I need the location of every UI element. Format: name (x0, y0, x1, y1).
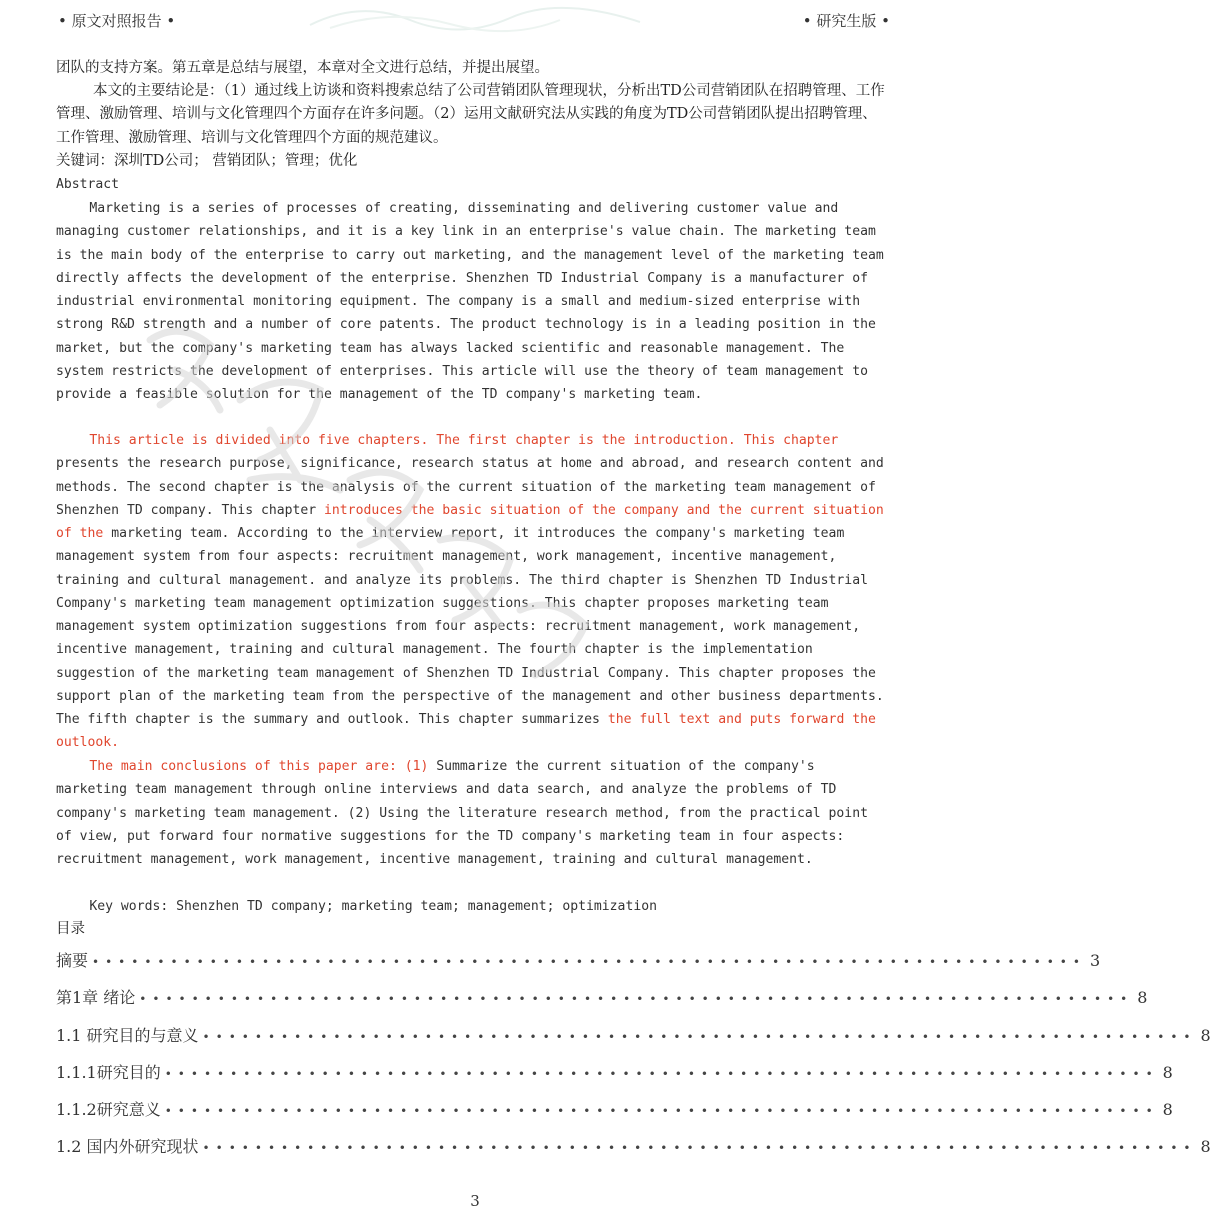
highlight-span: The main conclusions of this paper are: (1) (89, 759, 429, 774)
toc-leader-dots: •••••••••••••••••••••••••••••••••••••••••••••••••••••••••••••••••••••••••••• (202, 1141, 1197, 1155)
toc-entry[interactable] (56, 1060, 1173, 1083)
toc-entry-page: 8 (1162, 1100, 1173, 1119)
toc-entry[interactable] (56, 1097, 1173, 1120)
toc-entry[interactable] (56, 1023, 1211, 1046)
highlight-span: This article is divided into five chapters. The first chapter is the introduction. This chapter (89, 433, 839, 448)
toc-entry-title: 1.1 研究目的与意义 (56, 1026, 199, 1045)
toc-entry-title: 摘要 (56, 951, 89, 970)
toc-entry-page: 8 (1200, 1026, 1211, 1045)
toc-leader-dots: •••••••••••••••••••••••••••••••••••••••••••••••••••••••••••••••••••••••••••• (139, 992, 1134, 1006)
text-span: marketing team. According to the interview report, it introduces the company's marketing team management system from four aspects: recruitment management, work management, incentive management, training and cultural management. and analyze its problems. The third chapter is Shenzhen TD Industrial Company's marketing team management optimization suggestions. This chapter proposes marketing team management system optimization suggestions from four aspects: recruitment management, work management, incentive management, training and cultural management. The fourth chapter is the implementation suggestion of the marketing team management of Shenzhen TD Industrial Company. This chapter proposes the support plan of the marketing team from the perspective of the management and other business departments. The fifth chapter is the summary and outlook. This chapter summarizes (56, 526, 884, 728)
highlight-span: the full text and puts forward the outlook. (56, 712, 876, 751)
toc-leader-dots: •••••••••••••••••••••••••••••••••••••••••••••••••••••••••••••••••••••••••••• (164, 1104, 1159, 1118)
keywords-chinese: 关键词：深圳TD公司； 营销团队；管理；优化 (56, 153, 358, 169)
toc-entry-title: 1.2 国内外研究现状 (56, 1137, 199, 1156)
toc-entry[interactable] (56, 948, 1101, 971)
header-decoration (300, 0, 650, 30)
toc-entry[interactable] (56, 985, 1148, 1008)
abstract-paragraph-3 (56, 755, 886, 871)
page-number: 3 (470, 1192, 480, 1210)
abstract-paragraph-1: Marketing is a series of processes of creating, disseminating and delivering customer value and managing customer relationships, and it is a key link in an enterprise's value chain. The marketing team is the main body of the enterprise to carry out marketing, and the management level of the marketing team directly affects the development of the enterprise. Shenzhen TD Industrial Company is a manufacturer of industrial environmental monitoring equipment. The company is a small and medium-sized enterprise with strong R&D strength and a number of core patents. The product technology is in a leading position in the market, but the company's marketing team has always lacked scientific and reasonable management. The system restricts the development of enterprises. This article will use the theory of team management to provide a feasible solution for the management of the TD company's marketing team. (56, 201, 884, 403)
keywords-english: Key words: Shenzhen TD company; marketing team; management; optimization (89, 899, 657, 914)
toc-entry-title: 第1章 绪论 (56, 988, 136, 1007)
toc-entry-page: 8 (1162, 1063, 1173, 1082)
toc-entry[interactable] (56, 1134, 1211, 1157)
chinese-paragraph-2: 本文的主要结论是：（1）通过线上访谈和资料搜索总结了公司营销团队管理现状，分析出TD公司营销团队在招聘管理、工作管理、激励管理、培训与文化管理四个方面存在许多问题。（2）运用文献研究法从实践的角度为TD公司营销团队提出招聘管理、工作管理、激励管理、培训与文化管理四个方面的规范建议。 (56, 83, 885, 146)
toc-entry-title: 1.1.2研究意义 (56, 1100, 161, 1119)
text-span: Summarize the current situation of the company's marketing team management through online interviews and data search, and analyze the problems of TD company's marketing team management. (2) Using the literature research method, from the practical point of view, put forward four normative suggestions for the TD company's marketing team in four aspects: recruitment management, work management, incentive management, training and cultural management. (56, 759, 868, 868)
text-span: presents the research purpose, significance, research status at home and abroad, and research content and methods. The second chapter is the analysis of the current situation of the marketing team management of Shenzhen TD company. This chapter (56, 456, 884, 518)
header-left-label: • 原文对照报告 • (58, 12, 176, 30)
abstract-paragraph-2 (56, 429, 886, 755)
toc-heading: 目录 (56, 921, 85, 937)
highlight-span: introduces the basic situation of the company and the current situation of the (56, 502, 884, 542)
toc-entry-page: 8 (1200, 1137, 1211, 1156)
toc-entry-page: 3 (1089, 951, 1101, 970)
toc-entry-title: 1.1.1研究目的 (56, 1063, 161, 1082)
chinese-paragraph-1: 团队的支持方案。第五章是总结与展望，本章对全文进行总结，并提出展望。 (56, 60, 549, 76)
toc-leader-dots: •••••••••••••••••••••••••••••••••••••••••••••••••••••••••••••••••••••••••••• (202, 1030, 1197, 1044)
toc-leader-dots: •••••••••••••••••••••••••••••••••••••••••••••••••••••••••••••••••••••••••••• (164, 1067, 1159, 1081)
header-right-label: • 研究生版 • (802, 12, 890, 30)
abstract-heading: Abstract (56, 177, 120, 192)
toc-leader-dots: •••••••••••••••••••••••••••••••••••••••••••••••••••••••••••••••••••••••••••• (92, 955, 1086, 969)
toc-entry-page: 8 (1137, 988, 1148, 1007)
